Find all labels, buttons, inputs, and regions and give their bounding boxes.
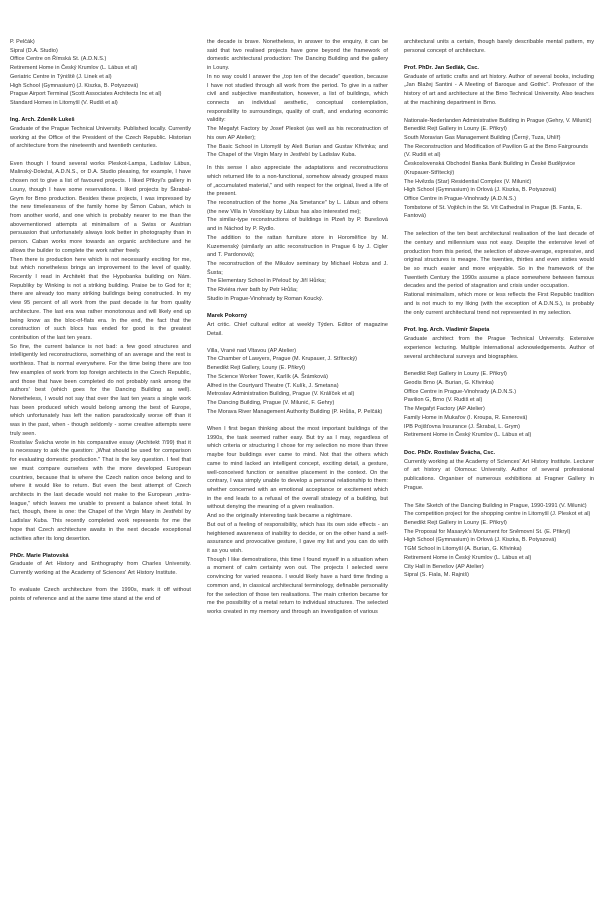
bio-heading-marek-pokorny: Marek Pokorný — [207, 313, 248, 320]
paragraph-c2-16: Though I like demostrations, this time I found myself in a situation when a moment of calm certainty won out. The projects I selected were convincing for varied reasons. I would likely have a hard time finding a common and, in classical architectural terminology, definable personality for the selection of those ten realisations. The main criterion became for me the possibility of a metal return to individual structures. The selected works created in my memory and through an investigation of various — [207, 556, 388, 616]
spacer — [404, 108, 594, 117]
spacer — [404, 317, 594, 326]
spacer — [207, 338, 388, 347]
spacer — [404, 361, 594, 370]
bio-heading-marie-platovska: PhDr. Marie Platovská — [10, 552, 69, 559]
spacer — [10, 151, 191, 160]
paragraph-c2-11: The Riviéra river bath by Petr Hrůša; — [207, 287, 298, 294]
building-list-continuation: P. Pelčák) Sipral (D.A. Studio) Office Centre on Římská St. (A.D.N.S.) Retirement Home in Český Krumlov (L. Lábus et al) Geriatric Centre in Týniště (J. Linek et al) High School (Gymnasium) (J. Kiszka, B. Potyszová) Prague Airport Terminal (Scott Associates Architects Inc et al) Standard Homes in Litomyšl (V. Rudiš et al) — [10, 39, 162, 107]
bio-heading-zdenek-lukes: Ing. Arch. Zdeněk Lukeš — [10, 117, 75, 124]
paragraph-c2-9: The reconstruction of the Mikulov seminary by Michael Hobza and J. Šusta; — [207, 260, 388, 276]
three-column-layout — [10, 38, 594, 886]
bio-text-zdenek-lukes: Graduate of the Prague Technical University. Published locally. Currently working at the Office of the President of the Czech Republic. Historian of architecture from the nineteenth and twentieth centuries. — [10, 125, 191, 150]
paragraph-c2-7: The similar-type reconstructions of buildings in Plzeň by P. Burešová and in Náchod by P. Rydlo. — [207, 217, 388, 233]
spacer — [10, 108, 191, 117]
paragraph-c2-14: And so the originally interesting task became a nightmare. — [207, 513, 353, 520]
building-list-marek-pokorny: Villa, Vrané nad Vltavou (AP Atelier) The Chamber of Lawyers, Prague (M. Krupauer, J. Střítecký) Benedikt Rejt Gallery, Louny (E. Přikryl) The Science Worker Tower, Karlík (A. Šrámková) Alfred in the Courtyard Theatre (T. Kulík, J. Smetana) Metroslav Administration Building, Prague (V. Králíček et al) The Dancing Building, Prague (V. Milunić, F. Gehry) The Morava River Management Authority Building (P. Hrůša, P. Pelčák) — [207, 347, 383, 415]
paragraph-c1-5: To evaluate Czech architecture from the 1990s, mark it off without points of reference and at the same time stand at the end of — [10, 587, 191, 603]
spacer — [404, 221, 594, 230]
spacer — [207, 304, 388, 313]
bio-heading-vladimir-slapeta: Prof. Ing. Arch. Vladimír Šlapeta — [404, 327, 490, 334]
spacer — [10, 543, 191, 552]
paragraph-c2-15: But out of a feeling of responsibility, which has its own side effects - an heightened awareness of inability to decide, or on the other hand a self-assurance and provocative gesture, I gave my list and you can do with it as you wish. — [207, 521, 388, 555]
spacer — [10, 578, 191, 587]
paragraph-c2-3: The Megafyt Factory by Josef Pleskot (as well as his reconstruction of his own AP Atelier); — [207, 126, 388, 141]
paragraph-c2-6: The reconstruction of the home „Na Smetance" by L. Lábus and others (the new Villa in Vonoklasy by Lábus has also interested me); — [207, 199, 388, 215]
bio-text-marek-pokorny: Art critic. Chief cultural editor at weekly Týden. Editor of magazine Detail. — [207, 321, 388, 337]
bio-text-rostislav-svacha: Currently working at the Academy of Sciences' Art History Institute. Lecturer of art history at Olomouc University. Author of several professional publications. Organiser of numerous exhibitions at Fragner Gallery in Prague. — [404, 458, 594, 491]
paragraph-c1-3: So fine, the current balance is not bad: a few good structures and intelligently led reconstructions, something of an average and the rest is worthless. That is normal everywhere. For the time being there are too few examples of work from top foreign architects in the Czech Republic, and those that have been completed do not probably rank among the authors' best (which goes for the Dancing Building as well). Nonetheless, I would not say that over the last ten years a single work has been produced which would belong among the best of Europe, which unfortunately has left the nation paradoxically worse off than it was in the past, when - though seldomly - some creative attempts were truly seen. — [10, 343, 191, 437]
spacer — [404, 440, 594, 449]
paragraph-c1-4: Rostislav Švácha wrote in his comparative essay (Architekt 7/99) that it is necessary to ask the question: „What should be used for comparison for evaluating domestic production." That is the key question. I feel that we must compare ourselves with the more developed European countries, because that is where the Czech nation once belong and to where it would like to return. But even the best attempt of Czech architects in the last decade would not make to the European „extra-league," which leaves me unable to present a balance sheet total. In fact, though, there is one: the Chapel of the Virgin Mary in Jestřebí by Ladislav Kuba. This recently completed work represents for me the hope that Czech architecture awaits in the next decade exceptional activities after its long desertion. — [10, 439, 191, 542]
building-list-vladimir-slapeta: Benedikt Rejt Gallery in Louny (E. Přikryl) Geodis Brno (A. Burian, G. Křivinka) Office Centre in Prague-Vinohrady (A.D.N.S.) Pavilion G, Brno (V. Rudiš et al) The Megafyt Factory (AP Atelier) Family Home in Mukařov (I. Kroupa, R. Exnerová) IPB Pojišťovna Insurance (J. Škrabal, L. Grym) Retirement Home in Český Krumlov (L. Lábus et al) — [404, 371, 532, 439]
paragraph-c3-3: Rational minimalism, which more or less reflects the First Republic tradition and is not much to my liking (with the exception of A.D.N.S.), is probably the only current architectural trend not represented in my selection. — [404, 292, 594, 316]
paragraph-c2-12: Studio in Prague-Vinohrady by Roman Koucký. — [207, 295, 324, 302]
paragraph-c1-1: Even though I found several works Pleskot-Lampa, Ladislav Lábus, Malinský-Doležal, A.D.N.S., or D.A. Studio pleasing, for example, I have chosen not to give a list of favoured projects. I liked Přikryl's gallery in Louny, though I have some reservations. I liked projects by Škrabal-Grym for Brno production. Besides these projects, I was impressed by the new timelessness of the family home by Šimon Caban, which is from another world, and one which is probably nearer to me than the abovementioned attempts at minimalism of a Swiss or Austrian persuasion that unfortunately always look better in photography than in person. Caban works more towards an organic architecture and he allows the builder to complete the work rather freely. — [10, 160, 191, 254]
bio-text-vladimir-slapeta: Graduate architect from the Prague Technical University. Extensive experience lecturing. Multiple international acknowledgements. Author of several architectural surveys and biographies. — [404, 336, 594, 360]
paragraph-c3-1: architectural units a certain, though barely describable mental pattern, my personal concept of architecture. — [404, 39, 594, 54]
bio-heading-rostislav-svacha: Doc. PhDr. Rostislav Švácha, Csc. — [404, 449, 496, 456]
paragraph-c2-4: The Basic School in Litomyšl by Aleš Burian and Gustav Křivinka; and The Chapel of the Virgin Mary in Jestřebí by Ladislav Kuba. — [207, 143, 388, 159]
spacer — [207, 416, 388, 425]
paragraph-c1-2: Then there is production here which is not necessarily exciting for me, but which nonetheless brings an improvement to the level of quality. Recently I read in Architekt that the Hypobanka building on Nám. Republiky by Winking is not a striking building. Praise be to God for it; there are already too many striking buildings being constructed. In my view 95 percent of all work from the past decade is far from quality architecture. The last era was rather monotonous and will likely end up being know as the bloc-of-flats era. In the end, the fact that the construction of such blocs has ended for good is the greatest contribution of the last ten years. — [10, 256, 191, 341]
column-1 — [10, 38, 191, 604]
paragraph-c2-5: In this sense I also appreciate the adaptations and reconstructions which returned life to a non-functional, somehow already grouped mass of „accumulated material," and with respect for the original, lived a life of the present. — [207, 165, 388, 198]
paragraph-c2-10: The Elementary School in Přelouč by Jiří Hůrka; — [207, 278, 326, 285]
paragraph-c2-1: the decade is brave. Nonetheless, in answer to the enquiry, it can be said that two realised projects have gone beyond the framework of domestic architectural production: The Dancing Building and the gallery in Louny. — [207, 39, 388, 72]
column-3 — [404, 38, 594, 580]
paragraph-c2-8: The addition to the rattan furniture store in Horoměřice by M. Kuzemenský (similarly an attic reconstruction in Prague 6 by J. Cigler and T. Pardonová); — [207, 234, 388, 259]
building-list-rostislav-svacha: The Site Sketch of the Dancing Building in Prague, 1990-1991 (V. Milunić) The competition project for the shopping centre in Litomyšl (J. Pleskot et al) Benedikt Rejt Gallery in Louny (E. Přikryl) The Proposal for Masaryk's Monument for Sněmovní St. (E. Přikryl) High School (Gymnasium) in Orlová (J. Kiszka, B. Potyszová) TGM School in Litomyšl (A. Burian, G. Křivinka) Retirement Home in Český Krumlov (L. Lábus et al) City Hall in Benešov (AP Atelier) Sipral (S. Fiala, M. Rajniš) — [404, 502, 591, 579]
spacer — [404, 55, 594, 64]
bio-heading-jan-sedlak: Prof. PhDr. Jan Sedlák, Csc. — [404, 64, 479, 71]
bio-text-jan-sedlak: Graduate of artistic crafts and art history. Author of several books, including „Jan Blažej Santini - A Meeting of Baroque and Gothic". Professor of the history of art and architecture at the Brno Technical University. Also teaches at the machining department in Brno. — [404, 73, 594, 106]
paragraph-c2-2: In no way could I answer the „top ten of the decade" question, because I have not studied through all work from the period. To give in a rather civil and subjective manifestation, however, a list of buildings, which connects an individual aesthetic, conceptual contemplation, responsibility to surroundings, quality of craft, and enduring economic validity: — [207, 73, 388, 124]
paragraph-c2-13: When I first began thinking about the most important buildings of the 1990s, the task seemed rather easy. But try as I may, regardless of which criteria or structuring I chose for my selection no more than three maybe four buildings ever came to mind. Not that the others which came to mind lacked an intelligent concept, exciting detail, a gesture, well-conceived function or sensitive placement in the context. On the contrary, I was simply unable to develop a personal relationship to them: whether concerned with an emotional acceptance or excitement which in the end leads to a refusal of the overall strategy of a building, but without denying the meaning of a given realisation. — [207, 425, 388, 511]
bio-text-marie-platovska: Graduate of Art History and Enthography from Charles University. Currently working at the Academy of Sciences' Art History Institute. — [10, 561, 191, 577]
building-list-jan-sedlak: Nationale-Nederlanden Administrative Building in Prague (Gehry, V. Milunić) Benedikt Rejt Gallery in Louny (E. Přikryl) South Moravian Gas Management Building (Černý, Tuza, Uhlíř) The Reconstruction and Modification of Pavilion G at the Brno Fairgrounds (V. Rudiš et al) Československá Obchodní Banka Bank Building in České Budějovice (Krupauer-Střítecký) The Hvězda (Star) Residential Complex (V. Milunić) High School (Gymnasium) in Orlová (J. Kiszka, B. Potyszová) Office Centre in Prague-Vinohrady (A.D.N.S.) Tombstone of St. Vojtěch in the St. Vít Cathedral in Prague (B. Fanta, E. Fantová) — [404, 117, 592, 220]
column-2 — [207, 38, 388, 617]
spacer — [404, 493, 594, 502]
paragraph-c3-2: The selection of the ten best architectural realisation of the last decade of the century and millennium was not easy. Despite the extensive level of production from this period, the selection of above-average, expressive, and original structures is meagre. The twenties, thirties and even sixties would be so much easier and more enjoyable. So in the framework of the Twentieth Century the 1990s assume a place somewhere between famous decades and the period of stagnation and crisis under occupation. — [404, 231, 594, 290]
